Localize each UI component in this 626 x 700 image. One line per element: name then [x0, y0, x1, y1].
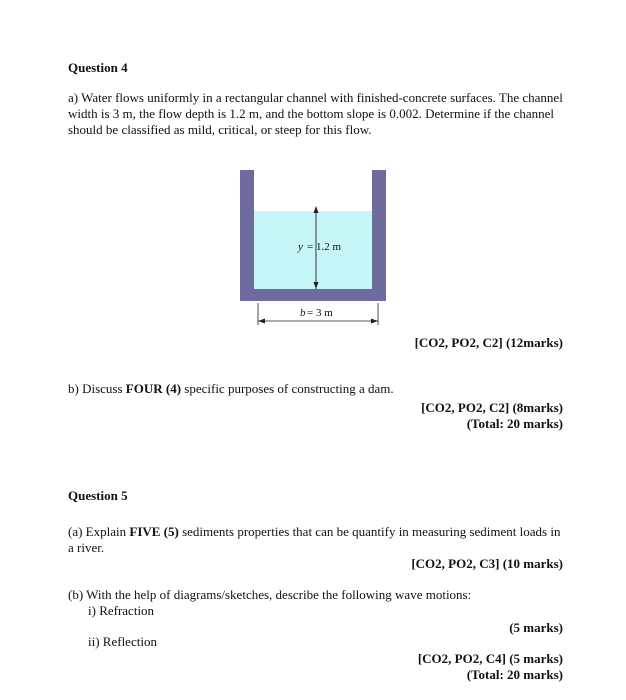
- question-5-title: Question 5: [68, 488, 128, 503]
- channel-diagram: [230, 165, 400, 325]
- refraction-marks: (5 marks): [509, 620, 563, 635]
- question-4-part-a: a) Water flows uniformly in a rectangular channel with finished-concrete surfaces. The channel width is 3 m, the flow depth is 1.2 m, and the bottom slope is 0.002. Determine if the channel should be classified as mild, critical, or steep for this flow.: [68, 90, 563, 137]
- width-label: = 3 m: [307, 307, 333, 319]
- question-4-total: (Total: 20 marks): [466, 416, 563, 431]
- wave-item-reflection: ii) Reflection: [88, 634, 157, 649]
- question-4-title: Question 4: [68, 60, 128, 75]
- q5-part-a-suffix: sediments properties that can be quantify in measuring sediment loads in a river.: [68, 524, 561, 555]
- depth-variable: y: [298, 241, 303, 253]
- question-5-part-b-marks: [CO2, PO2, C4] (5 marks): [417, 651, 563, 666]
- question-5-part-b: (b) With the help of diagrams/sketches, describe the following wave motions:: [68, 587, 472, 602]
- question-4-part-b-marks: [CO2, PO2, C2] (8marks): [421, 400, 563, 415]
- channel-bottom: [240, 289, 386, 301]
- part-b-prefix: b) Discuss: [68, 381, 126, 396]
- q5-part-a-prefix: (a) Explain: [68, 524, 130, 539]
- question-5-total: (Total: 20 marks): [466, 667, 563, 682]
- question-4-part-a-marks: [CO2, PO2, C2] (12marks): [414, 335, 563, 350]
- depth-label: = 1.2 m: [307, 241, 342, 253]
- depth-arrow-head-top: [314, 206, 319, 213]
- part-b-bold: FOUR (4): [125, 381, 182, 396]
- question-5-part-a: [68, 524, 564, 556]
- wave-item-refraction: i) Refraction: [88, 603, 155, 618]
- q5-part-a-bold: FIVE (5): [129, 524, 179, 539]
- part-b-suffix: specific purposes of constructing a dam.: [181, 381, 394, 396]
- width-variable: b: [300, 307, 306, 319]
- question-5-part-a-marks: [CO2, PO2, C3] (10 marks): [411, 556, 563, 571]
- width-arrow-head-left: [258, 319, 265, 324]
- question-4-part-b: [68, 381, 564, 397]
- channel-left-wall: [240, 170, 254, 301]
- channel-right-wall: [372, 170, 386, 301]
- width-arrow-head-right: [371, 319, 378, 324]
